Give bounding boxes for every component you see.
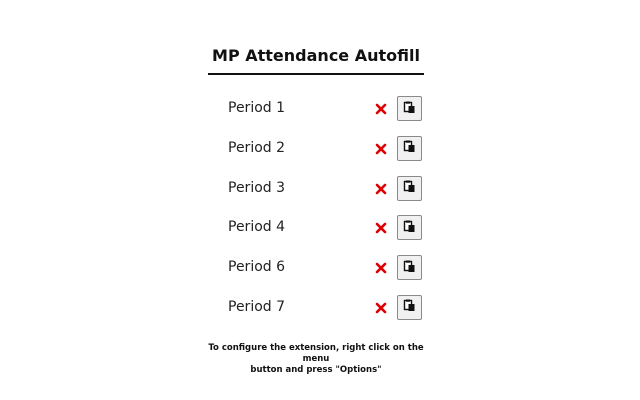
paste-icon	[403, 101, 416, 117]
period-list	[208, 89, 424, 328]
paste-icon	[403, 220, 416, 236]
period-row-6	[208, 248, 424, 288]
paste-button-period-1[interactable]	[397, 96, 422, 121]
x-icon	[373, 141, 389, 157]
period-row-2	[208, 129, 424, 169]
period-label: Period 7	[228, 298, 286, 315]
page-title: MP Attendance Autofill	[212, 46, 420, 65]
x-icon	[373, 101, 389, 117]
paste-button-period-7[interactable]	[397, 295, 422, 320]
paste-icon	[403, 180, 416, 196]
paste-button-period-3[interactable]	[397, 176, 422, 201]
x-icon	[373, 220, 389, 236]
period-row-7	[208, 288, 424, 328]
paste-button-period-2[interactable]	[397, 136, 422, 161]
x-icon	[373, 260, 389, 276]
configuration-note-line-2: button and press "Options"	[250, 365, 382, 375]
title-divider	[208, 73, 424, 75]
paste-button-period-6[interactable]	[397, 255, 422, 280]
period-label: Period 4	[228, 219, 286, 236]
period-row-4	[208, 208, 424, 248]
period-row-3	[208, 169, 424, 209]
paste-icon	[403, 260, 416, 276]
period-label: Period 2	[228, 139, 286, 156]
paste-button-period-4[interactable]	[397, 215, 422, 240]
period-row-1	[208, 89, 424, 129]
configuration-note-line-1: To configure the extension, right click on the menu	[208, 343, 424, 364]
paste-icon	[403, 299, 416, 315]
x-icon	[373, 181, 389, 197]
period-label: Period 1	[228, 100, 286, 116]
period-label: Period 3	[228, 179, 286, 196]
configuration-note	[200, 343, 432, 376]
period-label: Period 6	[228, 259, 286, 276]
paste-icon	[403, 140, 416, 156]
x-icon	[373, 300, 389, 316]
